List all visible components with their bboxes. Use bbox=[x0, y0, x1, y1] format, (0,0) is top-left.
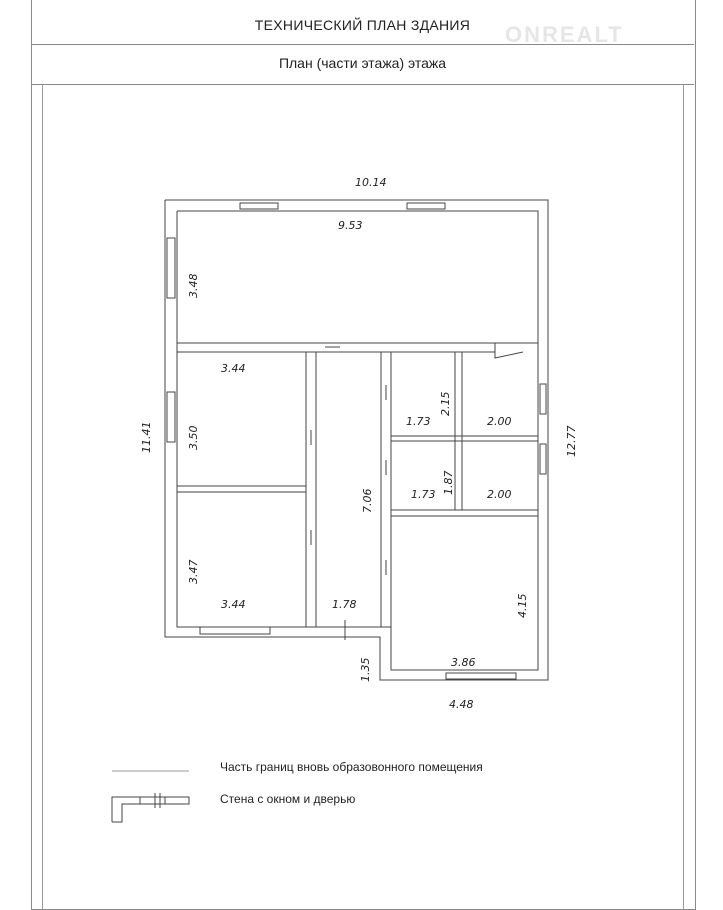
window-left-1 bbox=[167, 238, 175, 298]
window-bottom-1 bbox=[200, 627, 270, 634]
dim-bath-lower-height: 1.87 bbox=[442, 470, 455, 495]
dim-room-c-height: 4.15 bbox=[516, 593, 529, 618]
dim-room-b-width: 3.44 bbox=[221, 598, 246, 611]
dim-bath-upper-height: 2.15 bbox=[439, 391, 452, 416]
dim-room-a-width: 3.44 bbox=[221, 362, 246, 375]
dim-corridor-width: 1.78 bbox=[332, 598, 357, 611]
dim-living-height: 3.48 bbox=[187, 273, 200, 298]
document-title: ТЕХНИЧЕСКИЙ ПЛАН ЗДАНИЯ bbox=[31, 0, 694, 45]
dim-room-b-height: 3.47 bbox=[187, 559, 200, 584]
dim-outer-left: 11.41 bbox=[140, 421, 153, 453]
watermark-logo: ONREALT bbox=[505, 22, 624, 47]
window-bottom-2 bbox=[446, 673, 516, 679]
dim-bath-upper-width: 1.73 bbox=[406, 415, 431, 428]
dim-closet-lower-width: 2.00 bbox=[487, 488, 512, 501]
legend-wall-label: Стена с окном и дверью bbox=[220, 792, 356, 806]
window-top-1 bbox=[240, 203, 278, 209]
window-right-1 bbox=[540, 384, 546, 414]
dim-room-c-width: 3.86 bbox=[451, 656, 476, 669]
legend-boundary-label: Часть границ вновь образовонного помещения bbox=[220, 760, 483, 774]
dim-outer-top: 10.14 bbox=[355, 176, 387, 189]
dim-room-a-height: 3.50 bbox=[187, 425, 200, 450]
dim-outer-bottom: 4.48 bbox=[449, 698, 474, 711]
dim-bath-lower-width: 1.73 bbox=[411, 488, 436, 501]
window-top-2 bbox=[407, 203, 445, 209]
dim-outer-right: 12.77 bbox=[565, 425, 578, 457]
legend-wall-symbol bbox=[112, 793, 189, 822]
dim-porch-depth: 1.35 bbox=[359, 657, 372, 682]
window-left-2 bbox=[167, 392, 175, 442]
window-right-2 bbox=[540, 444, 546, 474]
dim-corridor-length: 7.06 bbox=[361, 488, 374, 513]
dim-inner-top: 9.53 bbox=[338, 219, 363, 232]
document-subtitle: План (части этажа) этажа bbox=[31, 44, 694, 85]
dim-closet-upper-width: 2.00 bbox=[487, 415, 512, 428]
